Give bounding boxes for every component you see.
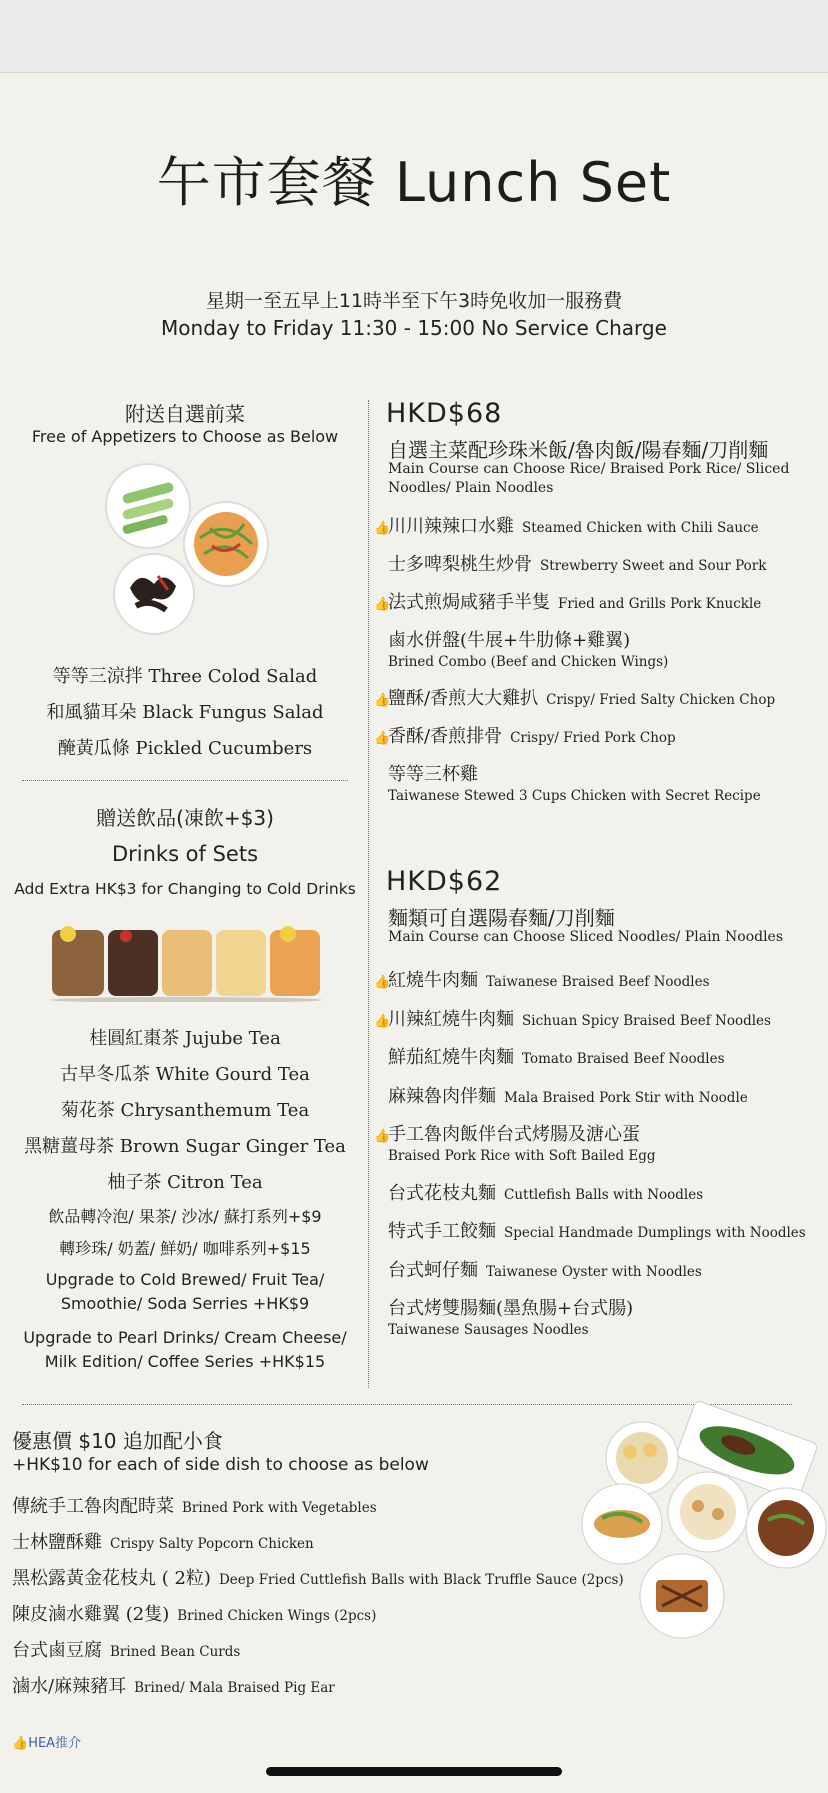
- dish-name-zh: 香酥/香煎排骨: [388, 726, 503, 747]
- side-dish: [12, 1528, 314, 1554]
- dish-name-zh: 台式蚵仔麵: [388, 1259, 478, 1281]
- menu-dish: [374, 1179, 824, 1205]
- subtitle-en: Monday to Friday 11:30 - 15:00 No Service Charge: [161, 316, 667, 340]
- appetizer-heading-en: Free of Appetizers to Choose as Below: [31, 427, 339, 446]
- dish-name-zh: 士多啤梨桃生炒骨: [388, 554, 532, 575]
- appetizer-photo: [100, 458, 275, 638]
- set68-heading-en: Main Course can Choose Rice/ Braised Pork Rice/ Sliced Noodles/ Plain Noodles: [388, 461, 790, 496]
- dish-name-zh: 特式手工餃麵: [388, 1221, 496, 1242]
- dish-name-zh: 川川辣辣口水雞: [388, 516, 514, 537]
- dish-name-en: Mala Braised Pork Stir with Noodle: [504, 1089, 748, 1106]
- side-name-zh: 滷水/麻辣豬耳: [12, 1676, 127, 1697]
- menu-dish: [374, 1082, 824, 1108]
- drinks-photo: [50, 920, 322, 1002]
- menu-dish: [374, 1217, 824, 1243]
- drinks-heading-zh: 贈送飲品(凍飲+$3): [96, 806, 274, 830]
- dish-name-en: Strewberry Sweet and Sour Pork: [540, 558, 767, 574]
- drink-item: 菊花茶 Chrysanthemum Tea: [60, 1100, 310, 1121]
- menu-dish: [374, 550, 824, 576]
- thumbs-up-icon: 👍: [374, 521, 391, 536]
- dish-name-en: Taiwanese Oyster with Noodles: [486, 1263, 702, 1280]
- thumbs-up-icon: 👍: [374, 693, 391, 708]
- drink-item: 黑糖薑母茶 Brown Sugar Ginger Tea: [24, 1136, 346, 1157]
- drink-item: 柚子茶 Citron Tea: [107, 1172, 263, 1193]
- set62-heading-zh: 麵類可自選陽春麵/刀削麵: [388, 906, 615, 930]
- menu-dish: [374, 1005, 824, 1031]
- appetizer-item: 和風貓耳朵 Black Fungus Salad: [46, 702, 324, 723]
- page-title: 午市套餐 Lunch Set: [156, 151, 672, 214]
- set68-heading-zh: 自選主菜配珍珠米飯/魯肉飯/陽春麵/刀削麵: [388, 438, 769, 462]
- thumbs-up-icon: 👍: [374, 597, 391, 612]
- dish-name-en: Taiwanese Braised Beef Noodles: [486, 974, 710, 990]
- thumbs-up-icon: 👍: [374, 1129, 391, 1144]
- dish-name-zh: 等等三杯雞: [388, 764, 478, 785]
- set62-heading-en: Main Course can Choose Sliced Noodles/ Plain Noodles: [388, 929, 784, 945]
- appetizer-item: 醃黃瓜條 Pickled Cucumbers: [57, 738, 313, 759]
- menu-dish: [374, 966, 824, 992]
- column-divider: [368, 400, 369, 1388]
- dish-name-en: Special Handmade Dumplings with Noodles: [504, 1225, 806, 1241]
- appetizer-item: 等等三涼拌 Three Colod Salad: [52, 666, 318, 687]
- menu-dish: [374, 1043, 824, 1069]
- dish-name-zh: 川辣紅燒牛肉麵: [388, 1008, 514, 1030]
- dish-name-en: Crispy/ Fried Pork Chop: [510, 730, 676, 746]
- side-dish: [12, 1564, 624, 1590]
- dish-name-zh: 手工魯肉飯伴台式烤腸及溏心蛋: [388, 1124, 640, 1145]
- thumbs-up-icon: 👍: [374, 975, 391, 990]
- drinks-subheading: Add Extra HK$3 for Changing to Cold Drinks: [14, 880, 356, 898]
- dish-name-en: Fried and Grills Pork Knuckle: [558, 596, 762, 612]
- dish-name-zh: 鹵水併盤(牛展+牛肋條+雞翼): [388, 630, 631, 651]
- dish-name-en: Sichuan Spicy Braised Beef Noodles: [522, 1012, 771, 1029]
- set68-price: HKD$68: [386, 398, 503, 429]
- appetizer-heading-zh: 附送自選前菜: [125, 402, 245, 426]
- dish-name-en: Taiwanese Stewed 3 Cups Chicken with Secret Recipe: [388, 788, 761, 804]
- dish-name-zh: 台式烤雙腸麵(墨魚腸+台式腸): [388, 1298, 634, 1319]
- menu-dish: [374, 512, 824, 538]
- side-name-zh: 傳統手工魯肉配時菜: [12, 1496, 174, 1517]
- dish-name-zh: 台式花枝丸麵: [388, 1182, 496, 1204]
- menu-dish: [374, 1256, 824, 1282]
- subtitle-zh: 星期一至五早上11時半至下午3時免收加一服務費: [205, 290, 623, 312]
- drink-upgrade-zh: 轉珍珠/ 奶蓋/ 鮮奶/ 咖啡系列+$15: [59, 1239, 311, 1258]
- side-dishes-photo: [572, 1400, 828, 1650]
- status-bar-area: [0, 0, 828, 72]
- set62-price: HKD$62: [386, 866, 503, 897]
- side-name-zh: 士林鹽酥雞: [12, 1532, 102, 1553]
- dish-name-en: Tomato Braised Beef Noodles: [522, 1051, 725, 1067]
- menu-dish: [374, 684, 824, 710]
- hea-recommend-link[interactable]: [12, 1732, 81, 1751]
- hea-recommend-label: HEA推介: [28, 1736, 82, 1751]
- dish-name-en: Cuttlefish Balls with Noodles: [504, 1186, 704, 1203]
- dish-name-zh: 鹽酥/香煎大大雞扒: [388, 688, 539, 709]
- dish-name-zh: 鮮茄紅燒牛肉麵: [388, 1047, 514, 1068]
- menu-dish: [374, 1294, 824, 1338]
- side-name-en: Brined/ Mala Braised Pig Ear: [134, 1680, 335, 1696]
- thumbs-up-icon: 👍: [374, 1013, 391, 1029]
- side-name-zh: 陳皮滷水雞翼 (2隻): [12, 1604, 170, 1625]
- thumbs-up-icon: 👍: [374, 731, 391, 746]
- menu-dish: [374, 1120, 824, 1164]
- dish-name-en: Steamed Chicken with Chili Sauce: [522, 520, 759, 536]
- side-dish: [12, 1636, 240, 1662]
- drinks-heading-en: Drinks of Sets: [111, 842, 259, 866]
- dish-name-zh: 法式煎焗咸豬手半隻: [388, 592, 550, 613]
- dish-name-zh: 麻辣魯肉伴麵: [388, 1085, 496, 1107]
- menu-dish: [374, 588, 824, 614]
- side-name-en: Brined Chicken Wings (2pcs): [177, 1608, 377, 1624]
- drink-item: 古早冬瓜茶 White Gourd Tea: [60, 1064, 310, 1085]
- sides-heading-en: +HK$10 for each of side dish to choose as below: [12, 1455, 429, 1475]
- dish-name-zh: 紅燒牛肉麵: [388, 970, 478, 991]
- menu-dish: [374, 722, 824, 748]
- menu-dish: [374, 626, 824, 670]
- side-name-en: Brined Bean Curds: [110, 1644, 241, 1660]
- drink-item: 桂圓紅棗茶 Jujube Tea: [89, 1028, 281, 1049]
- dish-name-en: Taiwanese Sausages Noodles: [388, 1322, 589, 1338]
- drink-upgrade-en: Upgrade to Cold Brewed/ Fruit Tea/ Smoothie/ Soda Serries +HK$9: [45, 1270, 325, 1313]
- side-dish: [12, 1600, 376, 1626]
- side-dish: [12, 1672, 335, 1698]
- side-name-en: Crispy Salty Popcorn Chicken: [110, 1536, 314, 1552]
- side-name-en: Brined Pork with Vegetables: [182, 1500, 377, 1516]
- dish-name-en: Brined Combo (Beef and Chicken Wings): [388, 654, 669, 670]
- side-name-zh: 黑松露黃金花枝丸 ( 2粒): [12, 1568, 211, 1589]
- menu-dish: [374, 760, 824, 804]
- section-divider-left: [22, 780, 348, 781]
- sides-heading-zh: 優惠價 $10 追加配小食: [12, 1429, 223, 1453]
- dish-name-en: Braised Pork Rice with Soft Bailed Egg: [388, 1148, 656, 1164]
- drink-upgrade-zh: 飲品轉冷泡/ 果茶/ 沙冰/ 蘇打系列+$9: [48, 1207, 322, 1226]
- thumbs-up-icon: 👍: [12, 1736, 29, 1751]
- dish-name-en: Crispy/ Fried Salty Chicken Chop: [546, 692, 776, 708]
- side-name-zh: 台式鹵豆腐: [12, 1640, 102, 1661]
- side-dish: [12, 1492, 377, 1518]
- side-name-en: Deep Fried Cuttlefish Balls with Black Truffle Sauce (2pcs): [218, 1572, 624, 1588]
- drink-upgrade-en: Upgrade to Pearl Drinks/ Cream Cheese/ Milk Edition/ Coffee Series +HK$15: [23, 1328, 347, 1371]
- home-indicator[interactable]: [266, 1767, 562, 1776]
